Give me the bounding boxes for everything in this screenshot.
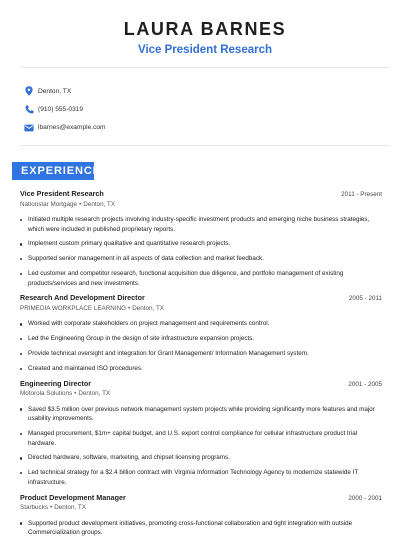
location-pin-icon — [20, 82, 38, 100]
separator-dot: • — [74, 390, 77, 398]
bullet-item: Initiated multiple research projects involving industry-specific investment products and emerging niche business strategies, which were included in published proprietary reports. — [20, 215, 382, 234]
job-location: Denton, TX — [78, 390, 111, 398]
email-icon — [20, 119, 38, 137]
separator-dot: • — [128, 304, 131, 312]
job-dates: 2011 - Present — [341, 191, 382, 198]
resume-header — [0, 0, 410, 57]
job-location: Denton, TX — [132, 304, 164, 312]
job-entry — [20, 189, 382, 288]
contact-location — [20, 82, 106, 100]
bullet-item: Supported product development initiatives, promoting cross-functional collaboration and tight integration with outside Commercialization groups. — [20, 519, 382, 538]
job-bullets — [20, 319, 382, 373]
bullet-item: Implement custom primary qualitative and quantitative research projects. — [20, 239, 382, 249]
company-name: Nationstar Mortgage — [20, 200, 78, 208]
separator-dot: • — [50, 504, 53, 512]
job-title: Product Development Manager — [20, 492, 126, 502]
job-org — [20, 304, 382, 314]
bullet-item: Led customer and competitor research, functional acquisition due diligence, and portfolio management of existing products/services and new investments. — [20, 269, 382, 288]
experience-list — [20, 189, 382, 543]
job-title: Vice President Research — [20, 189, 104, 198]
company-name: Starbucks — [20, 504, 48, 512]
job-org — [20, 200, 382, 210]
location-text: Denton, TX — [38, 87, 72, 95]
bullet-item: Saved $3.5 million over previous network management system projects while providing significantly more features and major usability improvements. — [20, 405, 382, 424]
bullet-item: Supported senior management in all aspects of data collection and market feedback. — [20, 254, 382, 264]
job-org — [20, 389, 382, 399]
company-name: PRIMEDIA WORKPLACE LEARNING — [20, 304, 127, 312]
company-name: Motorola Solutions — [20, 390, 73, 398]
job-entry — [20, 493, 382, 538]
job-bullets — [20, 519, 382, 538]
job-bullets — [20, 215, 382, 288]
contact-info — [20, 82, 106, 137]
bullet-item: Led technical strategy for a $2.4 billion contract with Virginia Information Technology Agency to modernize statewide IT infrastructure. — [20, 468, 382, 487]
job-dates: 2005 - 2011 — [348, 295, 382, 303]
job-bullets — [20, 405, 382, 488]
job-location: Denton, TX — [83, 200, 116, 208]
job-dates: 2000 - 2001 — [348, 494, 382, 502]
contact-email — [20, 119, 106, 137]
bullet-item: Worked with corporate stakeholders on project management and requirements control. — [20, 319, 382, 329]
job-org — [20, 503, 382, 513]
job-entry — [20, 379, 382, 488]
bullet-item: Created and maintained ISO procedures. — [20, 364, 382, 374]
experience-section-heading — [12, 162, 101, 180]
bullet-item: Managed procurement, $1m+ capital budget, and U.S. export control compliance for cellular infrastructure product trial hardware. — [20, 429, 382, 448]
experience-heading-text: EXPERIENCE — [21, 165, 101, 177]
job-entry — [20, 293, 382, 373]
separator-dot: • — [79, 200, 82, 208]
job-location: Denton, TX — [54, 504, 86, 512]
phone-icon — [20, 100, 38, 118]
contact-phone — [20, 100, 106, 118]
candidate-name: LAURA BARNES — [123, 19, 287, 39]
contact-divider — [20, 145, 390, 146]
email-text[interactable]: lbarnes@example.com — [38, 124, 106, 132]
job-dates: 2001 - 2005 — [348, 380, 382, 388]
bullet-item: Led the Engineering Group in the design of site infrastructure expansion projects. — [20, 334, 382, 344]
candidate-title: Vice President Research — [137, 44, 273, 56]
phone-text[interactable]: (910) 555-0319 — [38, 105, 84, 113]
job-title: Research And Development Director — [20, 293, 145, 303]
header-divider — [20, 67, 390, 68]
bullet-item: Provide technical oversight and integration for Grant Management/ Information Management system. — [20, 349, 382, 359]
bullet-item: Directed hardware, software, marketing, and chipset licensing programs. — [20, 453, 382, 463]
job-title: Engineering Director — [20, 378, 92, 388]
